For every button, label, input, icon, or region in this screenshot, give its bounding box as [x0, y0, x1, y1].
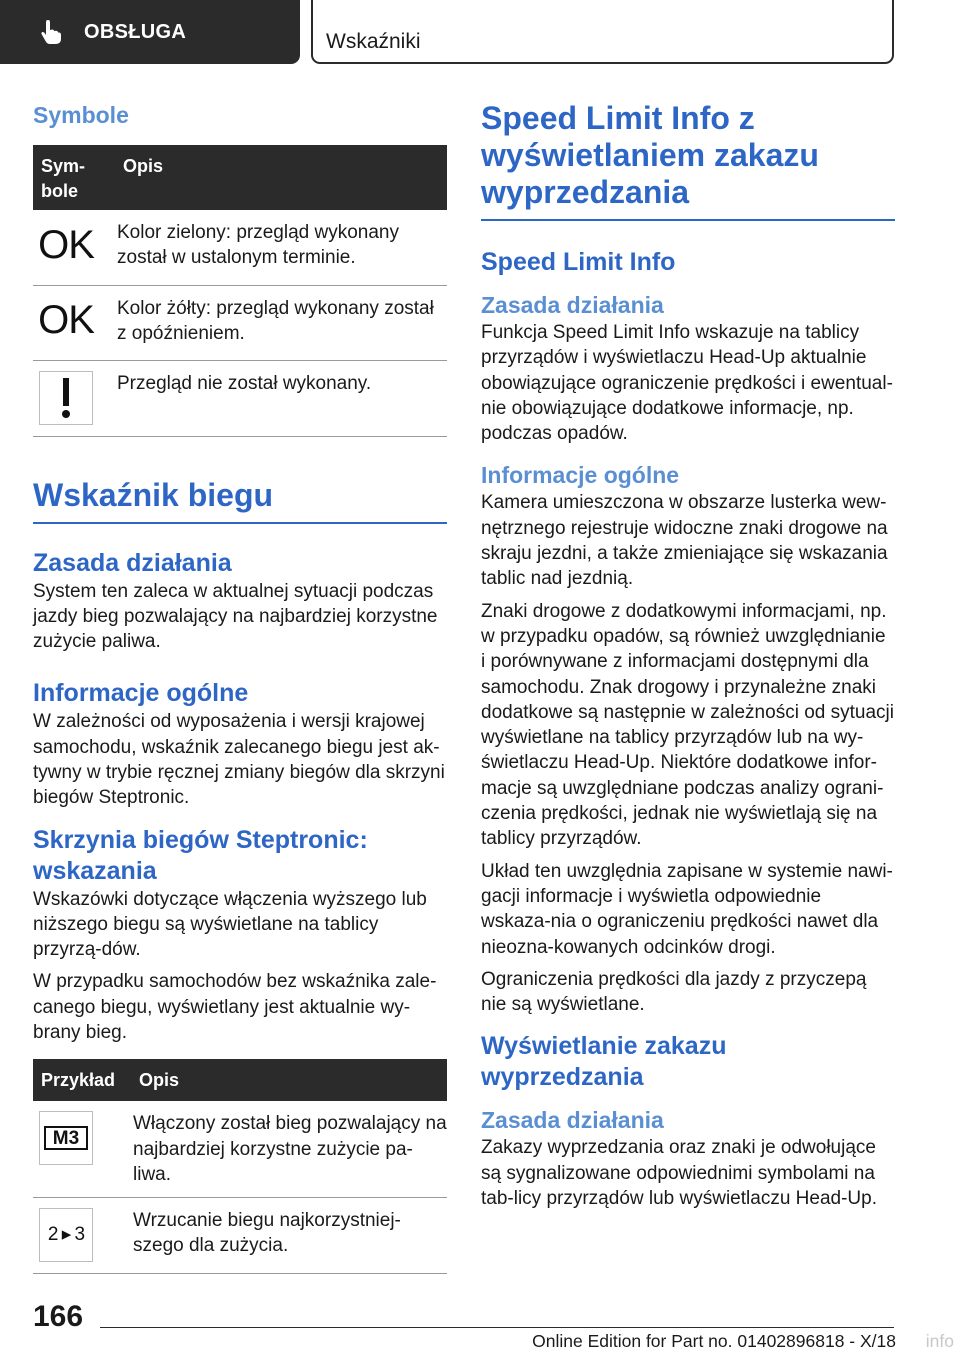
steptronic-heading: Skrzynia biegów Steptronic: wskazania: [33, 825, 368, 885]
sli-heading: Speed Limit Info: [481, 248, 676, 276]
section-title: OBSŁUGA: [84, 20, 187, 43]
table-cell-desc: Przegląd nie został wykonany.: [115, 360, 447, 436]
section-tab: [0, 0, 300, 64]
left-column: [33, 100, 447, 1274]
general-info-text: W zależności od wyposażenia i wersji krajowej samochodu, wskaźnik zalecanego biegu jest ak-tywny w trybie ręcznej zmiany biegów dla skrzyni biegów Steptronic.: [33, 711, 445, 809]
footer-divider: [100, 1327, 894, 1328]
table-row: [33, 285, 447, 360]
hand-pointer-icon: [38, 19, 64, 45]
steptronic-text-1: Wskazówki dotyczące włączenia wyższego lub niższego biegu są wyświetlane na tablicy przyrzą-dów.: [33, 888, 427, 961]
principle-text: System ten zaleca w aktualnej sytuacji podczas jazdy bieg pozwalający na najbardziej korzystne zużycie paliwa.: [33, 580, 438, 653]
gear-indicator-heading: Wskaźnik biegu: [33, 477, 447, 524]
ok-green-symbol: [39, 220, 93, 270]
overtake-heading: Wyświetlanie zakazu wyprzedzania: [481, 1032, 727, 1092]
table-row: [33, 1197, 447, 1273]
gear-m3-symbol: [39, 1111, 93, 1165]
gear-upshift-symbol: [39, 1208, 93, 1262]
gear-m3-text: M3: [52, 1127, 80, 1149]
general-info-text-1: Kamera umieszczona w obszarze lusterka wew-nętrznego rejestruje widoczne znaki drogowe na skraju jezdni, a także zmieniające się wskazania tablic nad jezdnią.: [481, 492, 888, 590]
table-cell-desc: Kolor zielony: przegląd wykonany został w ustalonym terminie.: [115, 210, 447, 285]
principle-heading: Zasada działania: [481, 292, 664, 318]
table-cell-desc: Kolor żółty: przegląd wykonany został z opóźnieniem.: [115, 285, 447, 360]
speed-limit-title: Speed Limit Info z wyświetlaniem zakazu wyprzedzania: [481, 100, 895, 221]
table-cell-desc: Włączony został bieg pozwalający na najbardziej korzystne zużycie pa-liwa.: [131, 1101, 447, 1197]
overtake-principle-heading: Zasada działania: [481, 1107, 664, 1134]
symbols-heading: Symbole: [33, 102, 129, 128]
table-row: [33, 210, 447, 285]
chapter-header: [311, 0, 894, 64]
principle-heading: Zasada działania: [33, 548, 232, 577]
page-number: 166: [33, 1300, 84, 1333]
table-header-example: Przykład: [33, 1059, 131, 1101]
table-cell-desc: Wrzucanie biegu najkorzystniej-szego dla zużycia.: [131, 1197, 447, 1273]
table-header-desc: Opis: [131, 1059, 447, 1101]
general-info-text-2: Znaki drogowe z dodatkowymi informacjami, np. w przypadku opadów, są również uwzględnianie i porównywane z informacjami dostępnymi dla samochodu. Znak drogowy i przynależne znaki dodatkowe są następnie w zależności od sytuacji wyświetlane na tablicy przyrządów lub na wy-świetlaczu Head-Up. Niektóre dodatkowe infor-macje są uwzględniane podczas analizy ograni-czenia prędkości, jednak nie wyświetlają się na tablicy przyrządów.: [481, 600, 894, 850]
table-row: [33, 1101, 447, 1197]
watermark-text: info: [925, 1331, 954, 1351]
table-row: [33, 360, 447, 436]
edition-text: Online Edition for Part no. 01402896818 - X/18: [532, 1331, 896, 1351]
steptronic-text-2: W przypadku samochodów bez wskaźnika zale-canego biegu, wyświetlany jest aktualnie wy-brany bieg.: [33, 971, 437, 1044]
general-info-heading: Informacje ogólne: [481, 462, 680, 489]
ok-yellow-symbol: [39, 296, 93, 346]
overtake-principle-text: Zakazy wyprzedzania oraz znaki je odwołujące są sygnalizowane odpowiednimi symbolami na tab-licy przyrządów lub wyświetlaczu Head-Up.: [481, 1137, 877, 1210]
table-header-row: [33, 145, 447, 210]
general-info-text-3: Układ ten uwzględnia zapisane w systemie nawi-gacji informacje i wyświetla odpowiednie wskaza-nia o ograniczeniu prędkości nawet dla nieozna-kowanych odcinków drogi.: [481, 860, 893, 958]
chapter-title: Wskaźniki: [326, 30, 421, 53]
exclamation-icon: [39, 371, 93, 425]
table-header-row: [33, 1059, 447, 1101]
symbols-table: [33, 145, 447, 437]
general-info-heading: Informacje ogólne: [33, 679, 249, 708]
right-column: [481, 100, 895, 1211]
gear-upshift-text: 2 ▸ 3: [47, 1224, 85, 1246]
table-header-symbol: Sym- bole: [33, 145, 115, 210]
gear-example-table: [33, 1059, 447, 1274]
ok-symbol-text: OK: [38, 222, 94, 267]
ok-symbol-text: OK: [38, 298, 94, 342]
general-info-text-4: Ograniczenia prędkości dla jazdy z przyczepą nie są wyświetlane.: [481, 968, 867, 1016]
table-header-desc: Opis: [115, 145, 447, 210]
principle-text: Funkcja Speed Limit Info wskazuje na tablicy przyrządów i wyświetlaczu Head-Up aktualnie obowiązujące ograniczenie prędkości i ewentual-nie obowiązujące dodatkowe informacje, np. podczas opadów.: [481, 322, 893, 445]
